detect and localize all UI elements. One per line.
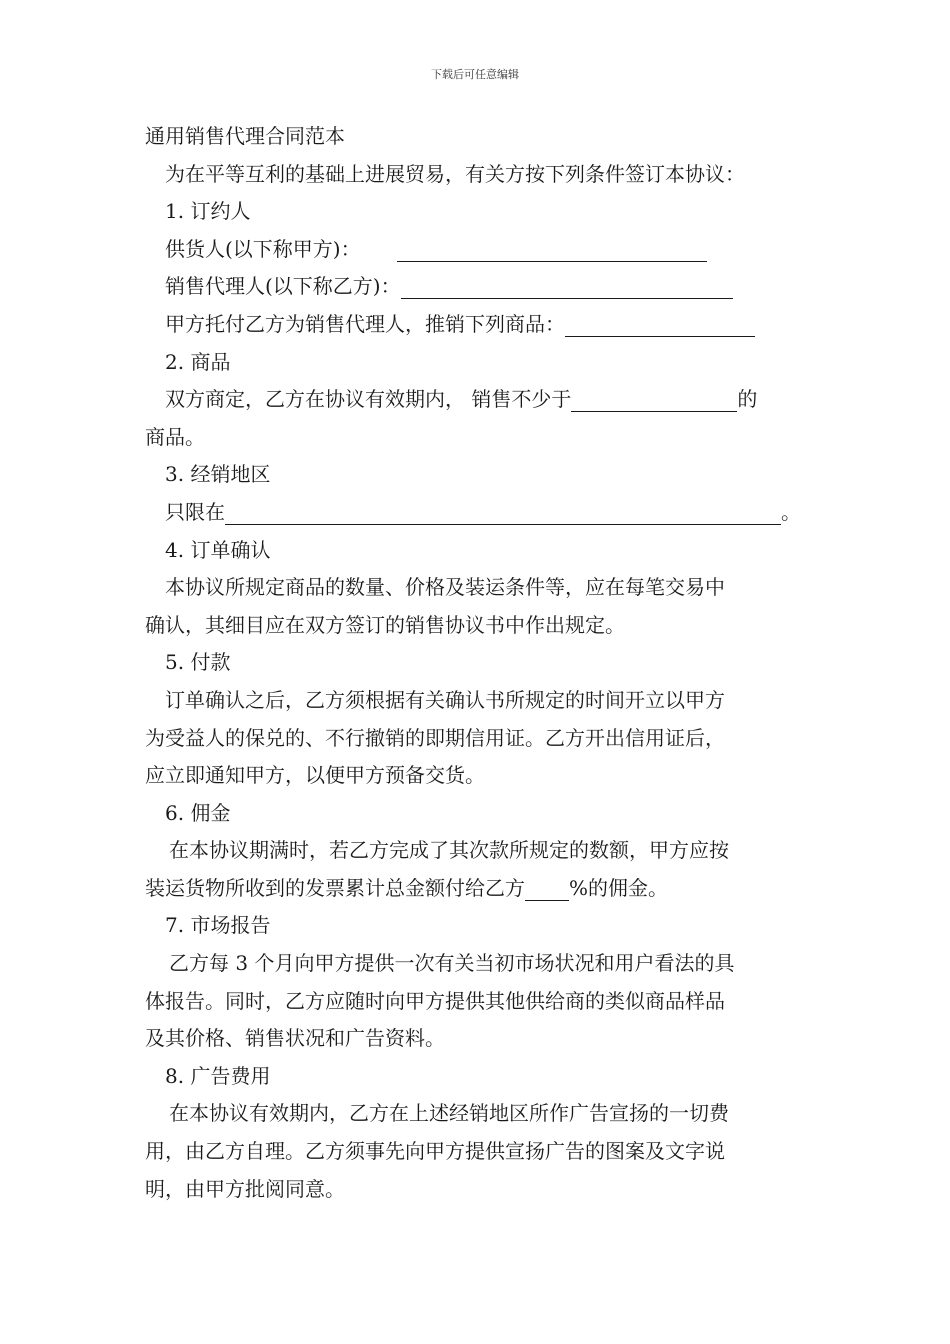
intro-paragraph: 为在平等互利的基础上进展贸易，有关方按下列条件签订本协议： bbox=[165, 161, 745, 186]
section-2-heading: 2. 商品 bbox=[165, 349, 231, 374]
supplier-label: 供货人(以下称甲方)： bbox=[165, 236, 361, 261]
commission-blank[interactable] bbox=[525, 876, 569, 901]
region-suffix: 。 bbox=[781, 499, 801, 524]
contract-document bbox=[145, 118, 807, 1208]
payment-line-2: 为受益人的保兑的、不行撤销的即期信用证。乙方开出信用证后， bbox=[145, 725, 725, 750]
order-confirm-line-1: 本协议所规定商品的数量、价格及装运条件等，应在每笔交易中 bbox=[165, 575, 725, 600]
quantity-text: 双方商定，乙方在协议有效期内， 销售不少于 bbox=[165, 387, 572, 412]
quantity-line-cont: 商品。 bbox=[145, 424, 205, 449]
goods-blank[interactable] bbox=[565, 312, 755, 337]
quantity-line bbox=[145, 381, 807, 419]
agent-label: 销售代理人(以下称乙方)： bbox=[165, 274, 401, 299]
region-text: 只限在 bbox=[165, 499, 225, 524]
entrust-line bbox=[145, 306, 807, 344]
agent-blank[interactable] bbox=[401, 274, 733, 299]
market-report-line-2: 体报告。同时，乙方应随时向甲方提供其他供给商的类似商品样品 bbox=[145, 988, 725, 1013]
supplier-line bbox=[145, 231, 807, 269]
supplier-blank[interactable] bbox=[397, 237, 707, 262]
commission-suffix: %的佣金。 bbox=[569, 875, 669, 900]
quantity-blank[interactable] bbox=[571, 387, 737, 412]
agent-line bbox=[145, 268, 807, 306]
market-report-line-3: 及其价格、销售状况和广告资料。 bbox=[145, 1026, 445, 1051]
commission-line-1: 在本协议期满时，若乙方完成了其次款所规定的数额，甲方应按 bbox=[169, 838, 729, 863]
section-6-heading: 6. 佣金 bbox=[165, 800, 231, 825]
region-blank[interactable] bbox=[225, 500, 781, 525]
page-header-note: 下载后可任意编辑 bbox=[431, 68, 519, 81]
section-1-heading: 1. 订约人 bbox=[165, 199, 251, 224]
advertising-line-2: 用，由乙方自理。乙方须事先向甲方提供宣扬广告的图案及文字说 bbox=[145, 1139, 725, 1164]
commission-line-2 bbox=[145, 870, 807, 908]
region-line bbox=[145, 494, 807, 532]
quantity-suffix: 的 bbox=[737, 387, 758, 412]
section-8-heading: 8. 广告费用 bbox=[165, 1063, 271, 1088]
advertising-line-1: 在本协议有效期内，乙方在上述经销地区所作广告宣扬的一切费 bbox=[169, 1101, 729, 1126]
entrust-text: 甲方托付乙方为销售代理人，推销下列商品： bbox=[165, 311, 565, 336]
payment-line-1: 订单确认之后，乙方须根据有关确认书所规定的时间开立以甲方 bbox=[165, 687, 725, 712]
advertising-line-3: 明，由甲方批阅同意。 bbox=[145, 1176, 345, 1201]
section-4-heading: 4. 订单确认 bbox=[165, 537, 271, 562]
section-5-heading: 5. 付款 bbox=[165, 650, 231, 675]
order-confirm-line-2: 确认，其细目应在双方签订的销售协议书中作出规定。 bbox=[145, 612, 625, 637]
section-7-heading: 7. 市场报告 bbox=[165, 913, 271, 938]
commission-text: 装运货物所收到的发票累计总金额付给乙方 bbox=[145, 875, 525, 900]
market-report-line-1: 乙方每 3 个月向甲方提供一次有关当初市场状况和用户看法的具 bbox=[169, 951, 735, 976]
section-3-heading: 3. 经销地区 bbox=[165, 462, 271, 487]
document-title: 通用销售代理合同范本 bbox=[145, 124, 345, 148]
payment-line-3: 应立即通知甲方，以便甲方预备交货。 bbox=[145, 763, 485, 788]
